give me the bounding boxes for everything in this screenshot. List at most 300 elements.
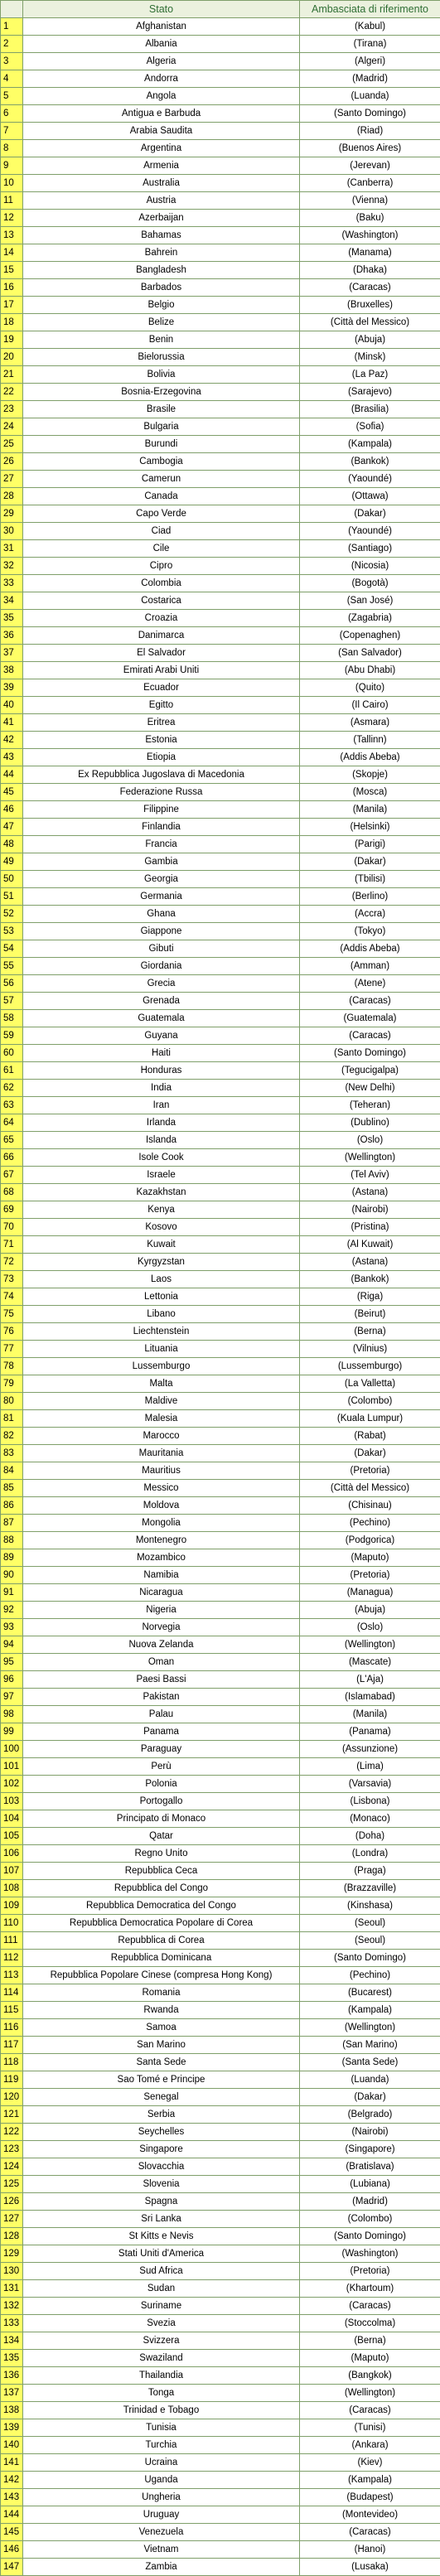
embassy-cell[interactable]: (Wellington) bbox=[300, 1636, 440, 1654]
row-number[interactable]: 100 bbox=[1, 1741, 23, 1758]
state-cell[interactable]: Uganda bbox=[23, 2472, 300, 2489]
row-number[interactable]: 101 bbox=[1, 1758, 23, 1776]
state-cell[interactable]: Regno Unito bbox=[23, 1845, 300, 1863]
state-cell[interactable]: Etiopia bbox=[23, 749, 300, 766]
state-cell[interactable]: Argentina bbox=[23, 140, 300, 157]
row-number[interactable]: 147 bbox=[1, 2559, 23, 2576]
state-cell[interactable]: Paesi Bassi bbox=[23, 1671, 300, 1689]
state-cell[interactable]: Seychelles bbox=[23, 2124, 300, 2141]
state-cell[interactable]: Qatar bbox=[23, 1828, 300, 1845]
embassy-cell[interactable]: (Kampala) bbox=[300, 2002, 440, 2019]
row-number[interactable]: 113 bbox=[1, 1967, 23, 1984]
embassy-cell[interactable]: (Doha) bbox=[300, 1828, 440, 1845]
embassy-cell[interactable]: (Jerevan) bbox=[300, 157, 440, 175]
embassy-cell[interactable]: (Tunisi) bbox=[300, 2419, 440, 2437]
row-number[interactable]: 71 bbox=[1, 1236, 23, 1254]
embassy-cell[interactable]: (Bucarest) bbox=[300, 1984, 440, 2002]
embassy-cell[interactable]: (Nicosia) bbox=[300, 558, 440, 575]
row-number[interactable]: 53 bbox=[1, 923, 23, 940]
embassy-cell[interactable]: (Yaoundé) bbox=[300, 471, 440, 488]
state-cell[interactable]: Malta bbox=[23, 1375, 300, 1393]
embassy-cell[interactable]: (Khartoum) bbox=[300, 2280, 440, 2298]
state-cell[interactable]: Repubblica di Corea bbox=[23, 1932, 300, 1950]
embassy-cell[interactable]: (Manama) bbox=[300, 244, 440, 262]
embassy-cell[interactable]: (Kampala) bbox=[300, 2472, 440, 2489]
row-number[interactable]: 5 bbox=[1, 88, 23, 105]
row-number[interactable]: 93 bbox=[1, 1619, 23, 1636]
embassy-cell[interactable]: (Kabul) bbox=[300, 18, 440, 36]
embassy-cell[interactable]: (Luanda) bbox=[300, 2071, 440, 2089]
state-cell[interactable]: Kenya bbox=[23, 1201, 300, 1219]
row-number[interactable]: 85 bbox=[1, 1480, 23, 1497]
embassy-cell[interactable]: (Kuala Lumpur) bbox=[300, 1410, 440, 1428]
embassy-cell[interactable]: (Washington) bbox=[300, 2245, 440, 2263]
state-cell[interactable]: Sud Africa bbox=[23, 2263, 300, 2280]
state-cell[interactable]: Montenegro bbox=[23, 1532, 300, 1549]
embassy-cell[interactable]: (Berlino) bbox=[300, 888, 440, 906]
state-cell[interactable]: Sao Tomé e Principe bbox=[23, 2071, 300, 2089]
row-number[interactable]: 76 bbox=[1, 1323, 23, 1341]
embassy-cell[interactable]: (Monaco) bbox=[300, 1810, 440, 1828]
embassy-cell[interactable]: (Amman) bbox=[300, 958, 440, 975]
state-cell[interactable]: Burundi bbox=[23, 436, 300, 453]
state-cell[interactable]: Grenada bbox=[23, 993, 300, 1010]
state-cell[interactable]: Armenia bbox=[23, 157, 300, 175]
embassy-cell[interactable]: (Accra) bbox=[300, 906, 440, 923]
row-number[interactable]: 52 bbox=[1, 906, 23, 923]
state-cell[interactable]: Honduras bbox=[23, 1062, 300, 1080]
embassy-cell[interactable]: (Wellington) bbox=[300, 2385, 440, 2402]
embassy-cell[interactable]: (Pretoria) bbox=[300, 2263, 440, 2280]
state-cell[interactable]: Venezuela bbox=[23, 2524, 300, 2541]
embassy-cell[interactable]: (Teheran) bbox=[300, 1097, 440, 1114]
embassy-cell[interactable]: (Città del Messico) bbox=[300, 314, 440, 331]
embassy-cell[interactable]: (Copenaghen) bbox=[300, 627, 440, 645]
state-cell[interactable]: Ciad bbox=[23, 523, 300, 540]
state-cell[interactable]: Maldive bbox=[23, 1393, 300, 1410]
state-cell[interactable]: Danimarca bbox=[23, 627, 300, 645]
state-cell[interactable]: Capo Verde bbox=[23, 505, 300, 523]
embassy-cell[interactable]: (Pechino) bbox=[300, 1515, 440, 1532]
row-number[interactable]: 128 bbox=[1, 2228, 23, 2245]
row-number[interactable]: 122 bbox=[1, 2124, 23, 2141]
state-cell[interactable]: Liechtenstein bbox=[23, 1323, 300, 1341]
embassy-cell[interactable]: (Minsk) bbox=[300, 349, 440, 366]
embassy-cell[interactable]: (Tbilisi) bbox=[300, 871, 440, 888]
row-number[interactable]: 143 bbox=[1, 2489, 23, 2506]
embassy-cell[interactable]: (Abuja) bbox=[300, 331, 440, 349]
embassy-cell[interactable]: (Wellington) bbox=[300, 1149, 440, 1167]
embassy-cell[interactable]: (Ankara) bbox=[300, 2437, 440, 2454]
row-number[interactable]: 92 bbox=[1, 1602, 23, 1619]
state-cell[interactable]: Pakistan bbox=[23, 1689, 300, 1706]
embassy-cell[interactable]: (Santa Sede) bbox=[300, 2054, 440, 2071]
row-number[interactable]: 24 bbox=[1, 418, 23, 436]
embassy-cell[interactable]: (San Salvador) bbox=[300, 645, 440, 662]
row-number[interactable]: 30 bbox=[1, 523, 23, 540]
state-cell[interactable]: Kosovo bbox=[23, 1219, 300, 1236]
state-cell[interactable]: Costarica bbox=[23, 592, 300, 610]
row-number[interactable]: 44 bbox=[1, 766, 23, 784]
row-number[interactable]: 64 bbox=[1, 1114, 23, 1132]
row-number[interactable]: 7 bbox=[1, 123, 23, 140]
state-cell[interactable]: El Salvador bbox=[23, 645, 300, 662]
state-cell[interactable]: Ghana bbox=[23, 906, 300, 923]
row-number[interactable]: 42 bbox=[1, 732, 23, 749]
embassy-cell[interactable]: (Sarajevo) bbox=[300, 384, 440, 401]
state-cell[interactable]: Bielorussia bbox=[23, 349, 300, 366]
row-number[interactable]: 115 bbox=[1, 2002, 23, 2019]
state-cell[interactable]: Vietnam bbox=[23, 2541, 300, 2559]
state-cell[interactable]: Mauritania bbox=[23, 1445, 300, 1462]
embassy-cell[interactable]: (Brasilia) bbox=[300, 401, 440, 418]
embassy-cell[interactable]: (Riad) bbox=[300, 123, 440, 140]
embassy-cell[interactable]: (Oslo) bbox=[300, 1619, 440, 1636]
embassy-cell[interactable]: (Caracas) bbox=[300, 279, 440, 297]
row-number[interactable]: 111 bbox=[1, 1932, 23, 1950]
state-cell[interactable]: Belgio bbox=[23, 297, 300, 314]
state-cell[interactable]: Andorra bbox=[23, 70, 300, 88]
state-cell[interactable]: Tonga bbox=[23, 2385, 300, 2402]
state-cell[interactable]: Mozambico bbox=[23, 1549, 300, 1567]
state-cell[interactable]: Haiti bbox=[23, 1045, 300, 1062]
state-cell[interactable]: Kazakhstan bbox=[23, 1184, 300, 1201]
row-number[interactable]: 36 bbox=[1, 627, 23, 645]
embassy-cell[interactable]: (Wellington) bbox=[300, 2019, 440, 2037]
embassy-cell[interactable]: (Beirut) bbox=[300, 1306, 440, 1323]
embassy-cell[interactable]: (Bankok) bbox=[300, 453, 440, 471]
state-cell[interactable]: Bahamas bbox=[23, 227, 300, 244]
state-cell[interactable]: Serbia bbox=[23, 2106, 300, 2124]
row-number[interactable]: 87 bbox=[1, 1515, 23, 1532]
state-cell[interactable]: Repubblica Ceca bbox=[23, 1863, 300, 1880]
state-cell[interactable]: Emirati Arabi Uniti bbox=[23, 662, 300, 679]
row-number[interactable]: 57 bbox=[1, 993, 23, 1010]
state-cell[interactable]: Singapore bbox=[23, 2141, 300, 2158]
embassy-cell[interactable]: (Baku) bbox=[300, 210, 440, 227]
state-cell[interactable]: Suriname bbox=[23, 2298, 300, 2315]
state-cell[interactable]: Paraguay bbox=[23, 1741, 300, 1758]
state-cell[interactable]: Cile bbox=[23, 540, 300, 558]
row-number[interactable]: 99 bbox=[1, 1723, 23, 1741]
embassy-cell[interactable]: (Astana) bbox=[300, 1184, 440, 1201]
embassy-cell[interactable]: (Nairobi) bbox=[300, 1201, 440, 1219]
row-number[interactable]: 6 bbox=[1, 105, 23, 123]
state-cell[interactable]: Azerbaijan bbox=[23, 210, 300, 227]
state-cell[interactable]: Principato di Monaco bbox=[23, 1810, 300, 1828]
embassy-cell[interactable]: (Abu Dhabi) bbox=[300, 662, 440, 679]
row-number[interactable]: 28 bbox=[1, 488, 23, 505]
embassy-cell[interactable]: (Pristina) bbox=[300, 1219, 440, 1236]
embassy-cell[interactable]: (Parigi) bbox=[300, 836, 440, 853]
row-number[interactable]: 107 bbox=[1, 1863, 23, 1880]
embassy-cell[interactable]: (Oslo) bbox=[300, 1132, 440, 1149]
row-number[interactable]: 13 bbox=[1, 227, 23, 244]
embassy-cell[interactable]: (Caracas) bbox=[300, 2402, 440, 2419]
row-number[interactable]: 17 bbox=[1, 297, 23, 314]
embassy-cell[interactable]: (Guatemala) bbox=[300, 1010, 440, 1027]
row-number[interactable]: 61 bbox=[1, 1062, 23, 1080]
row-number[interactable]: 142 bbox=[1, 2472, 23, 2489]
state-cell[interactable]: Guyana bbox=[23, 1027, 300, 1045]
state-cell[interactable]: Guatemala bbox=[23, 1010, 300, 1027]
row-number[interactable]: 8 bbox=[1, 140, 23, 157]
state-cell[interactable]: Senegal bbox=[23, 2089, 300, 2106]
row-number[interactable]: 98 bbox=[1, 1706, 23, 1723]
row-number[interactable]: 38 bbox=[1, 662, 23, 679]
row-number[interactable]: 26 bbox=[1, 453, 23, 471]
row-number[interactable]: 20 bbox=[1, 349, 23, 366]
row-number[interactable]: 68 bbox=[1, 1184, 23, 1201]
embassy-cell[interactable]: (Nairobi) bbox=[300, 2124, 440, 2141]
state-cell[interactable]: Repubblica Democratica del Congo bbox=[23, 1897, 300, 1915]
embassy-cell[interactable]: (Madrid) bbox=[300, 70, 440, 88]
row-number[interactable]: 78 bbox=[1, 1358, 23, 1375]
embassy-cell[interactable]: (Pechino) bbox=[300, 1967, 440, 1984]
embassy-cell[interactable]: (Dublino) bbox=[300, 1114, 440, 1132]
embassy-cell[interactable]: (Lussemburgo) bbox=[300, 1358, 440, 1375]
state-cell[interactable]: Federazione Russa bbox=[23, 784, 300, 801]
state-cell[interactable]: Sudan bbox=[23, 2280, 300, 2298]
state-cell[interactable]: Australia bbox=[23, 175, 300, 192]
embassy-cell[interactable]: (Quito) bbox=[300, 679, 440, 697]
embassy-cell[interactable]: (Kinshasa) bbox=[300, 1897, 440, 1915]
embassy-cell[interactable]: (Seoul) bbox=[300, 1932, 440, 1950]
state-cell[interactable]: Marocco bbox=[23, 1428, 300, 1445]
embassy-cell[interactable]: (Manila) bbox=[300, 1706, 440, 1723]
embassy-cell[interactable]: (Luanda) bbox=[300, 88, 440, 105]
row-number[interactable]: 55 bbox=[1, 958, 23, 975]
row-number[interactable]: 88 bbox=[1, 1532, 23, 1549]
state-cell[interactable]: Irlanda bbox=[23, 1114, 300, 1132]
embassy-cell[interactable]: (Maputo) bbox=[300, 1549, 440, 1567]
embassy-cell[interactable]: (Varsavia) bbox=[300, 1776, 440, 1793]
state-cell[interactable]: Oman bbox=[23, 1654, 300, 1671]
row-number[interactable]: 144 bbox=[1, 2506, 23, 2524]
embassy-cell[interactable]: (San Marino) bbox=[300, 2037, 440, 2054]
embassy-cell[interactable]: (Mosca) bbox=[300, 784, 440, 801]
row-number[interactable]: 119 bbox=[1, 2071, 23, 2089]
state-cell[interactable]: Thailandia bbox=[23, 2367, 300, 2385]
row-number[interactable]: 126 bbox=[1, 2193, 23, 2211]
row-number[interactable]: 146 bbox=[1, 2541, 23, 2559]
row-number[interactable]: 25 bbox=[1, 436, 23, 453]
embassy-cell[interactable]: (Singapore) bbox=[300, 2141, 440, 2158]
embassy-cell[interactable]: (Berna) bbox=[300, 2332, 440, 2350]
row-number[interactable]: 134 bbox=[1, 2332, 23, 2350]
state-cell[interactable]: Antigua e Barbuda bbox=[23, 105, 300, 123]
embassy-cell[interactable]: (Santo Domingo) bbox=[300, 1045, 440, 1062]
row-number[interactable]: 145 bbox=[1, 2524, 23, 2541]
row-number[interactable]: 3 bbox=[1, 53, 23, 70]
embassy-cell[interactable]: (Canberra) bbox=[300, 175, 440, 192]
state-cell[interactable]: Eritrea bbox=[23, 714, 300, 732]
embassy-cell[interactable]: (Buenos Aires) bbox=[300, 140, 440, 157]
state-cell[interactable]: Repubblica Popolare Cinese (compresa Hong Kong) bbox=[23, 1967, 300, 1984]
row-number[interactable]: 130 bbox=[1, 2263, 23, 2280]
state-cell[interactable]: Canada bbox=[23, 488, 300, 505]
state-cell[interactable]: Perù bbox=[23, 1758, 300, 1776]
row-number[interactable]: 86 bbox=[1, 1497, 23, 1515]
state-cell[interactable]: Arabia Saudita bbox=[23, 123, 300, 140]
state-cell[interactable]: Bulgaria bbox=[23, 418, 300, 436]
row-number[interactable]: 83 bbox=[1, 1445, 23, 1462]
row-number[interactable]: 70 bbox=[1, 1219, 23, 1236]
state-cell[interactable]: Afghanistan bbox=[23, 18, 300, 36]
row-number[interactable]: 10 bbox=[1, 175, 23, 192]
row-number[interactable]: 132 bbox=[1, 2298, 23, 2315]
embassy-cell[interactable]: (Dhaka) bbox=[300, 262, 440, 279]
state-cell[interactable]: Tunisia bbox=[23, 2419, 300, 2437]
state-cell[interactable]: San Marino bbox=[23, 2037, 300, 2054]
row-number[interactable]: 125 bbox=[1, 2176, 23, 2193]
embassy-cell[interactable]: (Managua) bbox=[300, 1584, 440, 1602]
state-cell[interactable]: Bangladesh bbox=[23, 262, 300, 279]
row-number[interactable]: 27 bbox=[1, 471, 23, 488]
state-cell[interactable]: Libano bbox=[23, 1306, 300, 1323]
row-number[interactable]: 23 bbox=[1, 401, 23, 418]
state-cell[interactable]: Ex Repubblica Jugoslava di Macedonia bbox=[23, 766, 300, 784]
row-number[interactable]: 97 bbox=[1, 1689, 23, 1706]
row-number[interactable]: 105 bbox=[1, 1828, 23, 1845]
state-cell[interactable]: Romania bbox=[23, 1984, 300, 2002]
state-cell[interactable]: Georgia bbox=[23, 871, 300, 888]
state-cell[interactable]: Turchia bbox=[23, 2437, 300, 2454]
row-number[interactable]: 84 bbox=[1, 1462, 23, 1480]
state-cell[interactable]: Benin bbox=[23, 331, 300, 349]
row-number[interactable]: 37 bbox=[1, 645, 23, 662]
row-number[interactable]: 104 bbox=[1, 1810, 23, 1828]
embassy-cell[interactable]: (Helsinki) bbox=[300, 819, 440, 836]
state-cell[interactable]: Polonia bbox=[23, 1776, 300, 1793]
state-cell[interactable]: Iran bbox=[23, 1097, 300, 1114]
row-number[interactable]: 11 bbox=[1, 192, 23, 210]
row-number[interactable]: 91 bbox=[1, 1584, 23, 1602]
state-cell[interactable]: Ucraina bbox=[23, 2454, 300, 2472]
row-number[interactable]: 112 bbox=[1, 1950, 23, 1967]
embassy-cell[interactable]: (San José) bbox=[300, 592, 440, 610]
embassy-cell[interactable]: (Panama) bbox=[300, 1723, 440, 1741]
state-cell[interactable]: Santa Sede bbox=[23, 2054, 300, 2071]
state-cell[interactable]: Ungheria bbox=[23, 2489, 300, 2506]
row-number[interactable]: 16 bbox=[1, 279, 23, 297]
embassy-cell[interactable]: (Hanoi) bbox=[300, 2541, 440, 2559]
state-cell[interactable]: Lussemburgo bbox=[23, 1358, 300, 1375]
state-cell[interactable]: Colombia bbox=[23, 575, 300, 592]
row-number[interactable]: 73 bbox=[1, 1271, 23, 1288]
row-number[interactable]: 131 bbox=[1, 2280, 23, 2298]
row-number[interactable]: 39 bbox=[1, 679, 23, 697]
state-cell[interactable]: Ecuador bbox=[23, 679, 300, 697]
state-cell[interactable]: Uruguay bbox=[23, 2506, 300, 2524]
embassy-cell[interactable]: (Santiago) bbox=[300, 540, 440, 558]
state-cell[interactable]: Gibuti bbox=[23, 940, 300, 958]
embassy-cell[interactable]: (Bangkok) bbox=[300, 2367, 440, 2385]
row-number[interactable]: 67 bbox=[1, 1167, 23, 1184]
embassy-cell[interactable]: (Kampala) bbox=[300, 436, 440, 453]
row-number[interactable]: 15 bbox=[1, 262, 23, 279]
row-number[interactable]: 118 bbox=[1, 2054, 23, 2071]
embassy-cell[interactable]: (Caracas) bbox=[300, 993, 440, 1010]
embassy-cell[interactable]: (Assunzione) bbox=[300, 1741, 440, 1758]
embassy-cell[interactable]: (Chisinau) bbox=[300, 1497, 440, 1515]
state-cell[interactable]: Algeria bbox=[23, 53, 300, 70]
state-cell[interactable]: Giordania bbox=[23, 958, 300, 975]
state-cell[interactable]: Panama bbox=[23, 1723, 300, 1741]
embassy-cell[interactable]: (La Valletta) bbox=[300, 1375, 440, 1393]
row-number[interactable]: 79 bbox=[1, 1375, 23, 1393]
row-number[interactable]: 4 bbox=[1, 70, 23, 88]
state-cell[interactable]: Israele bbox=[23, 1167, 300, 1184]
row-number[interactable]: 12 bbox=[1, 210, 23, 227]
state-cell[interactable]: Barbados bbox=[23, 279, 300, 297]
embassy-cell[interactable]: (Colombo) bbox=[300, 2211, 440, 2228]
row-number[interactable]: 9 bbox=[1, 157, 23, 175]
embassy-cell[interactable]: (Rabat) bbox=[300, 1428, 440, 1445]
embassy-cell[interactable]: (Vilnius) bbox=[300, 1341, 440, 1358]
embassy-cell[interactable]: (Città del Messico) bbox=[300, 1480, 440, 1497]
state-cell[interactable]: Bosnia-Erzegovina bbox=[23, 384, 300, 401]
embassy-cell[interactable]: (Dakar) bbox=[300, 2089, 440, 2106]
row-number[interactable]: 77 bbox=[1, 1341, 23, 1358]
row-number[interactable]: 2 bbox=[1, 36, 23, 53]
state-cell[interactable]: Samoa bbox=[23, 2019, 300, 2037]
state-cell[interactable]: India bbox=[23, 1080, 300, 1097]
row-number[interactable]: 40 bbox=[1, 697, 23, 714]
row-number[interactable]: 80 bbox=[1, 1393, 23, 1410]
embassy-cell[interactable]: (Skopje) bbox=[300, 766, 440, 784]
state-cell[interactable]: Slovenia bbox=[23, 2176, 300, 2193]
state-cell[interactable]: Germania bbox=[23, 888, 300, 906]
embassy-cell[interactable]: (New Delhi) bbox=[300, 1080, 440, 1097]
embassy-cell[interactable]: (Tel Aviv) bbox=[300, 1167, 440, 1184]
state-cell[interactable]: Mongolia bbox=[23, 1515, 300, 1532]
row-number[interactable]: 31 bbox=[1, 540, 23, 558]
embassy-cell[interactable]: (Santo Domingo) bbox=[300, 105, 440, 123]
embassy-cell[interactable]: (Maputo) bbox=[300, 2350, 440, 2367]
embassy-cell[interactable]: (Pretoria) bbox=[300, 1567, 440, 1584]
embassy-cell[interactable]: (Dakar) bbox=[300, 853, 440, 871]
row-number[interactable]: 63 bbox=[1, 1097, 23, 1114]
state-cell[interactable]: Gambia bbox=[23, 853, 300, 871]
embassy-cell[interactable]: (Brazzaville) bbox=[300, 1880, 440, 1897]
embassy-cell[interactable]: (Podgorica) bbox=[300, 1532, 440, 1549]
row-number[interactable]: 72 bbox=[1, 1254, 23, 1271]
embassy-cell[interactable]: (L'Aja) bbox=[300, 1671, 440, 1689]
state-cell[interactable]: Isole Cook bbox=[23, 1149, 300, 1167]
state-cell[interactable]: Messico bbox=[23, 1480, 300, 1497]
row-number[interactable]: 140 bbox=[1, 2437, 23, 2454]
embassy-cell[interactable]: (La Paz) bbox=[300, 366, 440, 384]
state-cell[interactable]: Zambia bbox=[23, 2559, 300, 2576]
embassy-cell[interactable]: (Caracas) bbox=[300, 2524, 440, 2541]
embassy-cell[interactable]: (Seoul) bbox=[300, 1915, 440, 1932]
embassy-cell[interactable]: (Kiev) bbox=[300, 2454, 440, 2472]
state-cell[interactable]: Grecia bbox=[23, 975, 300, 993]
state-cell[interactable]: Nuova Zelanda bbox=[23, 1636, 300, 1654]
row-number[interactable]: 116 bbox=[1, 2019, 23, 2037]
row-number[interactable]: 96 bbox=[1, 1671, 23, 1689]
row-number[interactable]: 69 bbox=[1, 1201, 23, 1219]
state-cell[interactable]: Sri Lanka bbox=[23, 2211, 300, 2228]
row-number[interactable]: 75 bbox=[1, 1306, 23, 1323]
embassy-cell[interactable]: (Lisbona) bbox=[300, 1793, 440, 1810]
embassy-cell[interactable]: (Lubiana) bbox=[300, 2176, 440, 2193]
embassy-cell[interactable]: (Santo Domingo) bbox=[300, 1950, 440, 1967]
state-cell[interactable]: Swaziland bbox=[23, 2350, 300, 2367]
row-number[interactable]: 129 bbox=[1, 2245, 23, 2263]
row-number[interactable]: 127 bbox=[1, 2211, 23, 2228]
